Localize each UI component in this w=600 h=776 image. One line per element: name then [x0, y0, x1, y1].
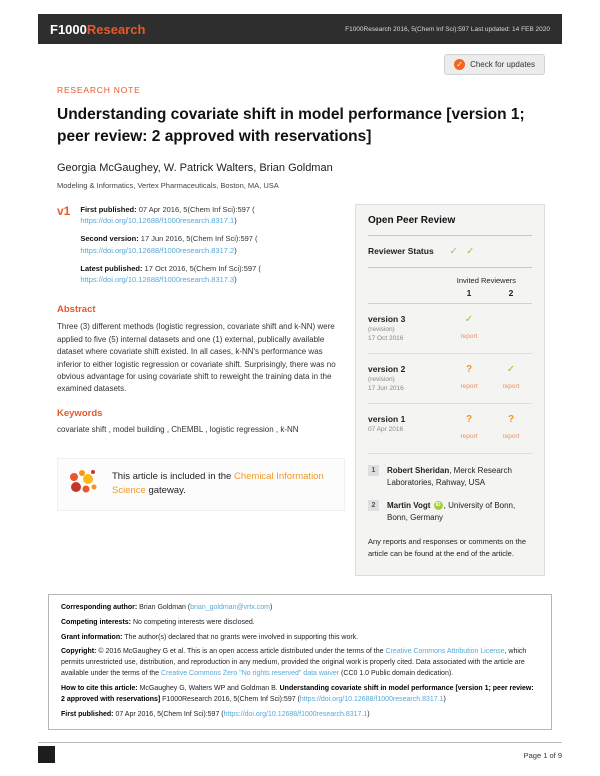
- version-citation: 07 Apr 2016, 5(Chem Inf Sci):597 (: [136, 204, 255, 214]
- doi-link[interactable]: https://doi.org/10.12688/f1000research.8317.1: [80, 216, 235, 226]
- version-name: version 2: [368, 363, 406, 374]
- version-citation: 17 Jun 2016, 5(Chem Inf Sci):597 (: [138, 234, 258, 244]
- reviewer-info: [387, 500, 532, 524]
- orcid-icon[interactable]: iD: [435, 502, 441, 509]
- reviewer-col-1: 1: [466, 287, 472, 298]
- check-updates-icon: ✓: [454, 59, 465, 70]
- keywords-heading: Keywords: [57, 407, 103, 419]
- check-for-updates-button[interactable]: [444, 54, 545, 75]
- version-row-info: [368, 314, 448, 342]
- reviewer-col-2: 2: [508, 287, 514, 298]
- version-row-info: [368, 364, 448, 392]
- reviewer-name: Martin Vogt: [387, 500, 431, 510]
- abstract-heading: Abstract: [57, 304, 96, 316]
- header-citation: F1000Research 2016, 5(Chem Inf Sci):597 Last updated: 14 FEB 2020: [345, 25, 550, 33]
- first-published-line: First published: 07 Apr 2016, 5(Chem Inf Sci):597 (https://doi.org/10.12688/f1000research.8317.1): [61, 710, 370, 718]
- review-cell: [448, 414, 490, 443]
- version-name: version 3: [368, 313, 406, 324]
- grant-information-line: Grant information: The author(s) declared that no grants were involved in supporting this work.: [61, 633, 359, 641]
- version-sub: (revision): [368, 375, 395, 383]
- version-row-3: [368, 304, 532, 354]
- version-label: Latest published:: [80, 263, 143, 273]
- review-cell: [448, 314, 490, 343]
- first-published-label: First published:: [61, 710, 114, 718]
- corresponding-label: Corresponding author:: [61, 603, 138, 611]
- competing-label: Competing interests:: [61, 618, 132, 626]
- reviewer-status-check-icons: ✓ ✓: [449, 245, 478, 257]
- version-date: 17 Oct 2016: [368, 334, 404, 342]
- two-column-area: [57, 204, 545, 576]
- cite-label: How to cite this article:: [61, 685, 138, 692]
- report-link[interactable]: report: [460, 332, 478, 340]
- reviewer-info: [387, 465, 532, 489]
- version-label: First published:: [80, 204, 137, 214]
- reviewer-affiliation: , Merck Research Laboratories, Rahway, USA: [387, 465, 512, 487]
- cc-by-license-link[interactable]: Creative Commons Attribution License: [385, 648, 505, 656]
- gateway-suffix: gateway.: [145, 485, 186, 497]
- open-peer-review-panel: [355, 204, 545, 576]
- version-close: ): [234, 275, 237, 285]
- version-history: [57, 204, 345, 293]
- keywords-text: covariate shift , model building , ChEMBL , logistic regression , k-NN: [57, 424, 299, 434]
- review-status-icon: ?: [507, 413, 515, 425]
- invited-reviewers-label: Invited Reviewers: [456, 275, 516, 285]
- version-date: 07 Apr 2016: [368, 425, 404, 433]
- logo-f1000-text: F1000: [50, 21, 87, 37]
- version-close: ): [234, 216, 237, 226]
- gateway-link[interactable]: Chemical Information Science: [112, 471, 324, 497]
- report-link[interactable]: report: [460, 382, 478, 390]
- version-entry-second: [80, 233, 260, 256]
- report-link[interactable]: report: [460, 432, 478, 440]
- version-row-2: [368, 354, 532, 404]
- review-status-icon: ?: [465, 363, 473, 375]
- reviewer-name: Robert Sheridan: [387, 465, 450, 475]
- version-citation: 17 Oct 2016, 5(Chem Inf Sci):597 (: [142, 263, 261, 273]
- article-title: Understanding covariate shift in model performance [version 1; peer review: 2 approved with reservations]: [57, 106, 525, 146]
- corresponding-author-line: Corresponding author: Brian Goldman (brian_goldman@vrtx.com): [61, 603, 273, 611]
- review-cell: [490, 314, 532, 332]
- version-badge: v1: [57, 203, 71, 218]
- footer-logo-mark: [38, 746, 55, 763]
- peer-review-note: Any reports and responses or comments on the article can be found at the end of the article.: [368, 536, 526, 558]
- doi-link[interactable]: https://doi.org/10.12688/f1000research.8317.3: [80, 275, 235, 285]
- copyright-line: Copyright: © 2016 McGaughey G et al. This is an open access article distributed under the terms of the Creative Commons Attribution License, which permits unrestricted use, distribution, and reproduction in any medium, provided the original work is properly cited. Data associated with the article are available under the terms of the Creative Commons Zero "No rights reserved" data waiver (CC0 1.0 Public domain dedication).: [61, 648, 527, 678]
- footer-divider: [38, 742, 562, 743]
- review-cell: [490, 414, 532, 443]
- doi-link[interactable]: https://doi.org/10.12688/f1000research.8317.2: [80, 245, 235, 255]
- reviewer-status-label: Reviewer Status: [368, 246, 434, 257]
- corresponding-email-link[interactable]: brian_goldman@vrtx.com: [190, 603, 271, 611]
- version-entry-first: [80, 204, 260, 227]
- version-row-info: [368, 414, 448, 433]
- check-updates-label: Check for updates: [470, 60, 535, 69]
- version-label: Second version:: [80, 234, 139, 244]
- cc0-waiver-link[interactable]: Creative Commons Zero "No rights reserved" data waiver: [161, 670, 340, 678]
- abstract-text: Three (3) different methods (logistic regression, covariate shift and k-NN) were applied to five (5) internal datasets and one (1) external, publically available dataset where covariate shift existed. In all cases, k-NN's performance was inferior to either logistic regression or covariate shift. Surprisingly, there was no obvious advantage for using covariate shift to reweight the training data in the examined datasets.: [57, 322, 336, 394]
- reviewer-number: 2: [368, 500, 379, 511]
- version-date: 17 Jun 2016: [368, 384, 404, 392]
- article-affiliation: Modeling & Informatics, Vertex Pharmaceuticals, Boston, MA, USA: [57, 180, 279, 190]
- review-status-icon: ✓: [464, 313, 474, 325]
- cited-title: Understanding covariate shift in model performance [version 1; peer review: 2 approved with reservations]: [61, 685, 534, 703]
- version-sub: (revision): [368, 325, 395, 333]
- gateway-icon: [66, 467, 100, 502]
- competing-interests-line: Competing interests: No competing interests were disclosed.: [61, 618, 255, 626]
- how-to-cite-line: How to cite this article: McGaughey G, Walters WP and Goldman B. Understanding covariate shift in model performance [version 1; peer review: 2 approved with reservations] F1000Research 2016, 5(Chem Inf Sci):597 (https://doi.org/10.12688/f1000research.8317.1): [61, 685, 534, 703]
- f1000research-logo[interactable]: [50, 22, 145, 37]
- report-link[interactable]: report: [502, 432, 520, 440]
- review-status-icon: ✓: [506, 363, 516, 375]
- peer-review-heading: Open Peer Review: [368, 215, 532, 236]
- article-info-box: [48, 594, 552, 730]
- article-authors: Georgia McGaughey, W. Patrick Walters, Brian Goldman: [57, 161, 333, 174]
- reviewer-2: [368, 500, 532, 524]
- review-status-icon: ?: [465, 413, 473, 425]
- page-number: Page 1 of 9: [523, 751, 562, 760]
- reviewer-column-headers: [368, 288, 532, 304]
- copyright-label: Copyright:: [61, 648, 97, 656]
- report-link[interactable]: report: [502, 382, 520, 390]
- logo-research-text: Research: [86, 21, 146, 37]
- reviewer-1: [368, 465, 532, 489]
- gateway-text: [112, 470, 336, 499]
- gateway-box: [57, 458, 345, 511]
- article-content: [57, 85, 545, 576]
- version-close: ): [234, 245, 237, 255]
- review-cell: [448, 364, 490, 393]
- grant-label: Grant information:: [61, 633, 123, 641]
- version-name: version 1: [368, 413, 406, 424]
- page-footer: [38, 742, 562, 763]
- first-pub-doi-link[interactable]: https://doi.org/10.12688/f1000research.8317.1: [223, 710, 368, 718]
- version-list: [80, 204, 260, 293]
- version-row-1: [368, 404, 532, 454]
- reviewer-number: 1: [368, 465, 379, 476]
- gateway-prefix: This article is included in the: [112, 471, 234, 483]
- reviewer-affiliation: , University of Bonn, Bonn, Germany: [387, 500, 516, 522]
- reviewer-status-row: [368, 236, 532, 268]
- cite-doi-link[interactable]: https://doi.org/10.12688/f1000research.8317.1: [299, 695, 444, 703]
- main-column: [57, 204, 345, 511]
- review-cell: [490, 364, 532, 393]
- article-type-label: RESEARCH NOTE: [57, 85, 141, 95]
- header-bar: [38, 14, 562, 44]
- version-entry-latest: [80, 263, 260, 286]
- updates-row: [55, 54, 545, 75]
